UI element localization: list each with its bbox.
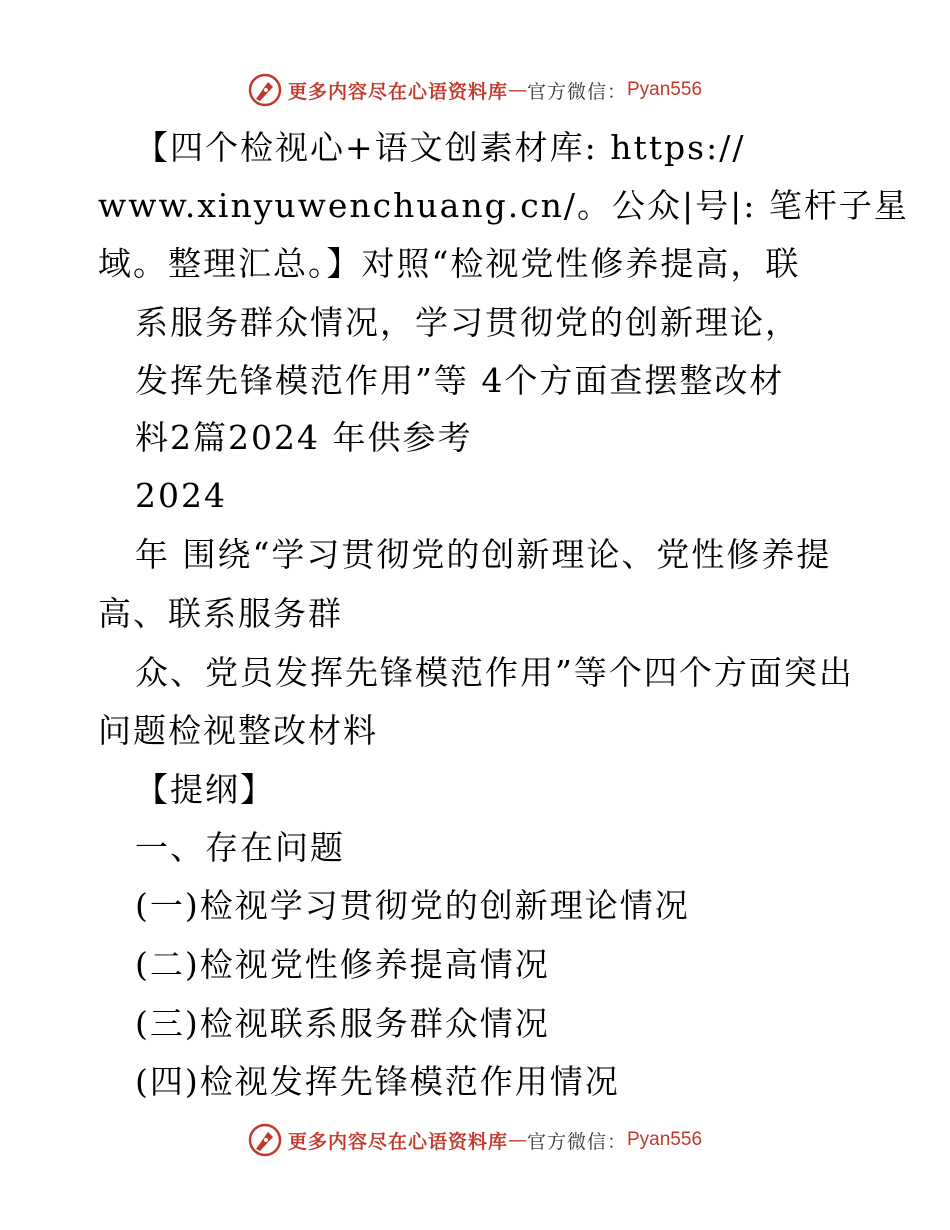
body-line-2: www.xinyuwenchuang.cn/。公众|号|: 笔杆子星 bbox=[98, 186, 909, 225]
body-line-4: 系服务群众情况，学习贯彻党的创新理论， bbox=[135, 303, 800, 342]
outline-item-1: (一)检视学习贯彻党的创新理论情况 bbox=[135, 886, 690, 925]
footer-watermark-banner bbox=[0, 1120, 950, 1160]
banner-account-id: Pyan556 bbox=[627, 79, 703, 100]
body-line-3: 域。整理汇总。】对照“检视党性修养提高，联 bbox=[98, 244, 801, 283]
banner-account-label: 官方微信： bbox=[526, 80, 627, 103]
outline-item-4: (四)检视发挥先锋模范作用情况 bbox=[135, 1062, 620, 1101]
body-line-10: 众、党员发挥先锋模范作用”等个四个方面突出 bbox=[135, 653, 854, 692]
body-line-11: 问题检视整改材料 bbox=[98, 711, 378, 750]
section-heading-issues: 一、存在问题 bbox=[135, 828, 345, 867]
body-line-8: 年 围绕“学习贯彻党的创新理论、党性修养提 bbox=[135, 535, 832, 574]
body-line-7: 2024 bbox=[135, 476, 227, 515]
banner-account-label: 官方微信： bbox=[526, 1130, 627, 1153]
pen-nib-logo-icon bbox=[248, 1123, 282, 1157]
banner-slogan: 更多内容尽在心语资料库 bbox=[287, 1130, 508, 1153]
outline-heading: 【提纲】 bbox=[135, 770, 275, 809]
outline-item-2: (二)检视党性修养提高情况 bbox=[135, 945, 550, 984]
body-line-5: 发挥先锋模范作用”等 4个方面查摆整改材 bbox=[135, 361, 785, 400]
banner-dash: — bbox=[507, 79, 527, 101]
banner-account-id: Pyan556 bbox=[627, 1129, 703, 1150]
banner-slogan: 更多内容尽在心语资料库 bbox=[287, 80, 508, 103]
banner-dash: — bbox=[507, 1129, 527, 1151]
body-line-1: 【四个检视心+语文创素材库: https:// bbox=[135, 128, 746, 167]
outline-item-3: (三)检视联系服务群众情况 bbox=[135, 1004, 550, 1043]
header-watermark-banner bbox=[0, 70, 950, 110]
body-line-6: 料2篇2024 年供参考 bbox=[135, 418, 473, 457]
body-line-9: 高、联系服务群 bbox=[98, 594, 343, 633]
pen-nib-logo-icon bbox=[248, 73, 282, 107]
